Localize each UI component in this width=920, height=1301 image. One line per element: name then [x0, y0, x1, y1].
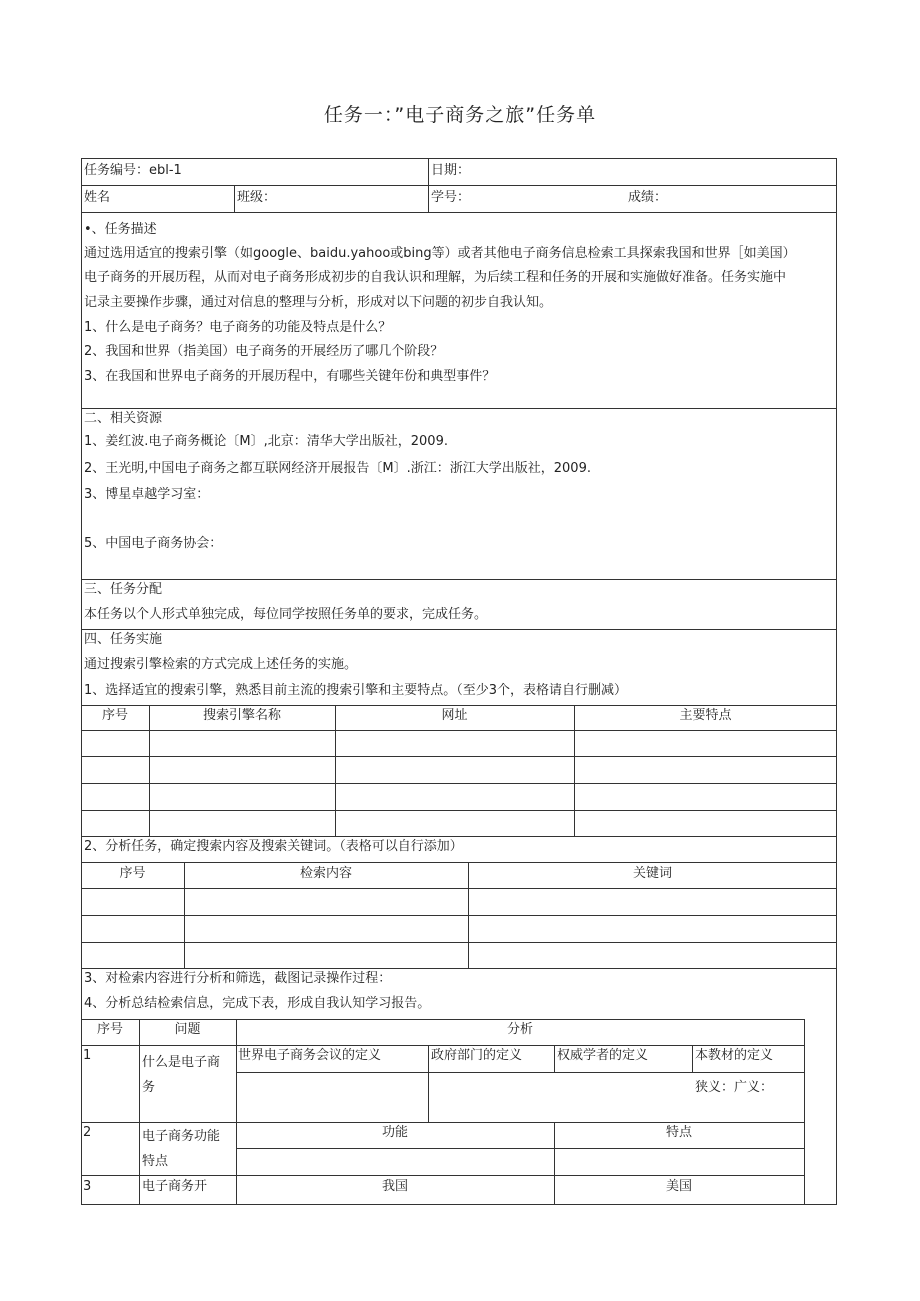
table1-header-no: 序号	[101, 708, 128, 723]
description-line: 电子商务的开展历程，从而对电子商务形成初步的自我认识和理解，为后续工程和任务的开展和实施做好准备。任务实施中	[84, 270, 787, 285]
table-border	[81, 836, 837, 837]
table3-header-no: 序号	[96, 1022, 123, 1037]
table-row	[81, 756, 837, 757]
row-number: 3	[83, 1179, 92, 1194]
question-item: 2、我国和世界（指美国）电子商务的开展经历了哪几个阶段？	[84, 344, 444, 359]
definition-header: 世界电子商务会议的定义	[238, 1048, 382, 1063]
table1-header-url: 网址	[441, 708, 468, 723]
section-heading: 二、相关资源	[84, 411, 163, 426]
table-row	[236, 1072, 805, 1073]
section-divider	[81, 408, 837, 409]
table-border	[81, 705, 837, 706]
page-title: 任务一：”电子商务之旅”任务单	[323, 104, 597, 126]
table1-header-features: 主要特点	[679, 708, 732, 723]
definition-header: 本教材的定义	[695, 1048, 774, 1063]
col-divider	[428, 158, 429, 212]
table-border	[81, 1019, 805, 1020]
table-row	[81, 1045, 805, 1046]
definition-header: 权威学者的定义	[557, 1048, 649, 1063]
col-divider	[574, 705, 575, 836]
section-heading: 三、任务分配	[84, 582, 163, 597]
section-divider	[81, 579, 837, 580]
row-number: 2	[83, 1125, 92, 1140]
question-cell: 电子商务功能	[142, 1129, 221, 1144]
row-divider	[81, 212, 837, 213]
step-instruction: 4、分析总结检索信息，完成下表，形成自我认知学习报告。	[84, 996, 431, 1011]
table-row	[81, 1122, 805, 1123]
student-number-field[interactable]: 学号：	[431, 190, 471, 205]
table2-header-no: 序号	[119, 866, 146, 881]
implementation-intro: 通过搜索引擎检索的方式完成上述任务的实施。	[84, 657, 358, 672]
question-item: 1、什么是电子商务？电子商务的功能及特点是什么？	[84, 320, 392, 335]
table1-header-engine: 搜索引擎名称	[202, 708, 281, 723]
row-divider	[81, 185, 837, 186]
col-divider	[335, 705, 336, 836]
task-number-label: 任务编号：ebl-1	[84, 163, 182, 178]
col-divider	[149, 705, 150, 836]
table-row	[81, 915, 837, 916]
col-divider	[139, 1019, 140, 1205]
resource-item: 5、中国电子商务协会：	[84, 536, 223, 551]
date-field[interactable]: 日期：	[431, 163, 471, 178]
row-number: 1	[83, 1048, 92, 1063]
table-row	[236, 1148, 805, 1149]
table3-header-analysis: 分析	[506, 1022, 533, 1037]
resource-item: 3、博星卓越学习室：	[84, 487, 210, 502]
question-cell: 什么是电子商	[142, 1055, 221, 1070]
function-header: 功能	[381, 1125, 408, 1140]
feature-header: 特点	[665, 1125, 692, 1140]
col-divider	[804, 1019, 805, 1205]
table2-header-content: 检索内容	[299, 866, 352, 881]
table-row	[81, 1175, 805, 1176]
narrow-broad-definition: 狭义：广义：	[695, 1080, 774, 1095]
name-field[interactable]: 姓名	[84, 190, 111, 205]
step-instruction: 2、分析任务，确定搜索内容及搜索关键词。（表格可以自行添加）	[84, 839, 463, 854]
question-cell: 特点	[142, 1154, 169, 1169]
grade-field[interactable]: 成绩：	[628, 190, 668, 205]
question-cell: 电子商务开	[142, 1179, 208, 1194]
table-border	[81, 862, 837, 863]
section-divider	[81, 629, 837, 630]
table-row	[81, 730, 837, 731]
description-line: 记录主要操作步骤，通过对信息的整理与分析，形成对以下问题的初步自我认知。	[84, 295, 553, 310]
table-row	[81, 888, 837, 889]
usa-header: 美国	[665, 1179, 692, 1194]
section-heading: 四、任务实施	[84, 632, 163, 647]
table-row	[81, 942, 837, 943]
col-divider	[692, 1045, 693, 1072]
step-instruction: 1、选择适宜的搜索引擎，熟悉目前主流的搜索引擎和主要特点。（至少3个，表格请自行删减）	[84, 683, 628, 698]
question-cell: 务	[142, 1080, 156, 1095]
resource-item: 1、姜红波.电子商务概论〔M〕,北京：清华大学出版社，2009.	[84, 434, 448, 449]
class-field[interactable]: 班级：	[237, 190, 277, 205]
section-heading: •、任务描述	[84, 222, 157, 237]
step-instruction: 3、对检索内容进行分析和筛选，截图记录操作过程：	[84, 971, 392, 986]
col-divider	[234, 185, 235, 212]
col-divider	[236, 1019, 237, 1205]
definition-header: 政府部门的定义	[431, 1048, 523, 1063]
table2-header-keywords: 关键词	[632, 866, 672, 881]
table-border	[81, 968, 837, 969]
col-divider	[428, 1045, 429, 1122]
table-row	[81, 783, 837, 784]
assignment-text: 本任务以个人形式单独完成，每位同学按照任务单的要求，完成任务。	[84, 607, 488, 622]
question-item: 3、在我国和世界电子商务的开展历程中，有哪些关键年份和典型事件？	[84, 369, 496, 384]
col-divider	[554, 1045, 555, 1072]
table-row	[81, 810, 837, 811]
resource-item: 2、王光明,中国电子商务之都互联网经济开展报告〔M〕.浙江：浙江大学出版社，2009.	[84, 461, 591, 476]
china-header: 我国	[381, 1179, 408, 1194]
description-line: 通过选用适宜的搜索引擎（如google、baidu.yahoo或bing等）或者其他电子商务信息检索工具探索我国和世界［如美国）	[84, 246, 796, 261]
table3-header-question: 问题	[174, 1022, 201, 1037]
